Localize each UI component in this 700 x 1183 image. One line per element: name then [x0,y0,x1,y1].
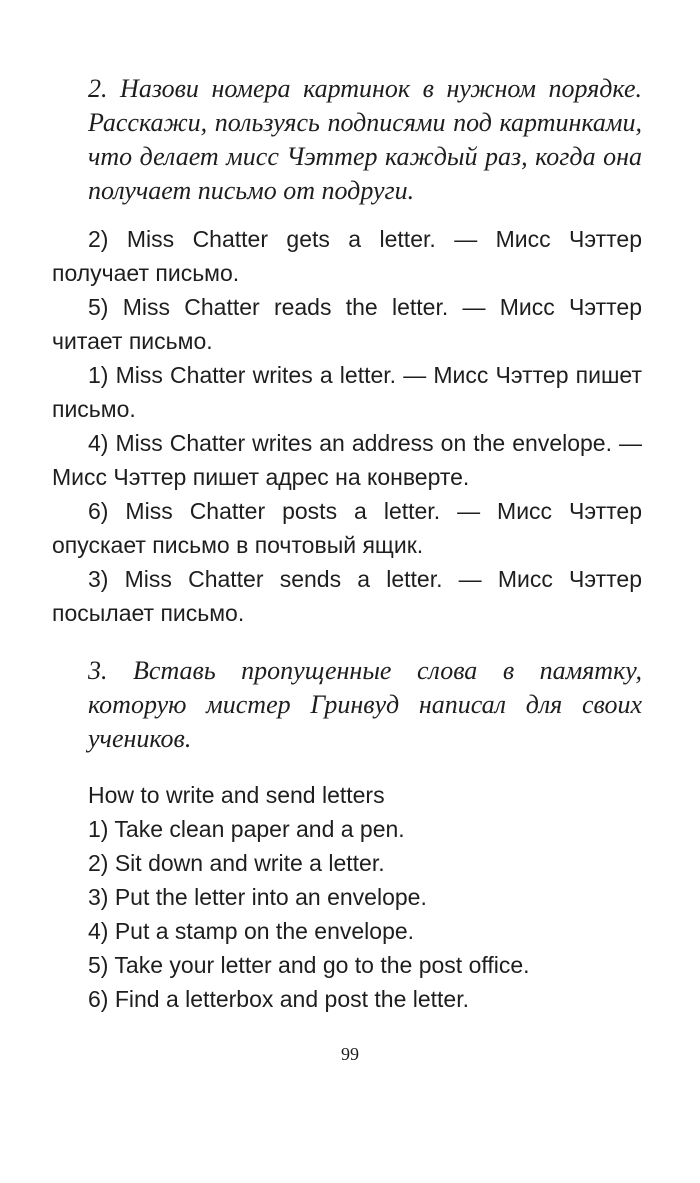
task-3-instruction: 3. Вставь пропущенные слова в памятку, которую мистер Гринвуд написал для своих учеников. [88,656,642,753]
answer-item: 1) Miss Chatter writes a letter. — Мисс Чэттер пишет письмо. [52,362,642,422]
memo-step: 5) Take your letter and go to the post office. [88,952,530,978]
page-content [52,72,642,1016]
memo-step: 3) Put the letter into an envelope. [88,884,427,910]
answer-item: 4) Miss Chatter writes an address on the envelope. — Мисс Чэттер пишет адрес на конверте. [52,430,642,490]
memo-title: How to write and send letters [88,782,385,808]
task-2-instruction: 2. Назови номера картинок в нужном порядке. Расскажи, пользуясь подписями под картинками, что делает мисс Чэттер каждый раз, когда она получает письмо от подруги. [88,74,642,205]
memo-step: 1) Take clean paper and a pen. [88,816,405,842]
memo-step: 4) Put a stamp on the envelope. [88,918,415,944]
answer-item: 5) Miss Chatter reads the letter. — Мисс Чэттер читает письмо. [52,294,642,354]
answer-item: 3) Miss Chatter sends a letter. — Мисс Чэттер посылает письмо. [52,566,642,626]
memo-step: 2) Sit down and write a letter. [88,850,385,876]
memo-step: 6) Find a letterbox and post the letter. [88,986,470,1012]
answer-item: 2) Miss Chatter gets a letter. — Мисс Чэттер получает письмо. [52,226,642,286]
answer-item: 6) Miss Chatter posts a letter. — Мисс Чэттер опускает письмо в почтовый ящик. [52,498,642,558]
task-2-answers [52,222,642,630]
page-number: 99 [341,1044,359,1064]
memo-list [52,778,642,1016]
